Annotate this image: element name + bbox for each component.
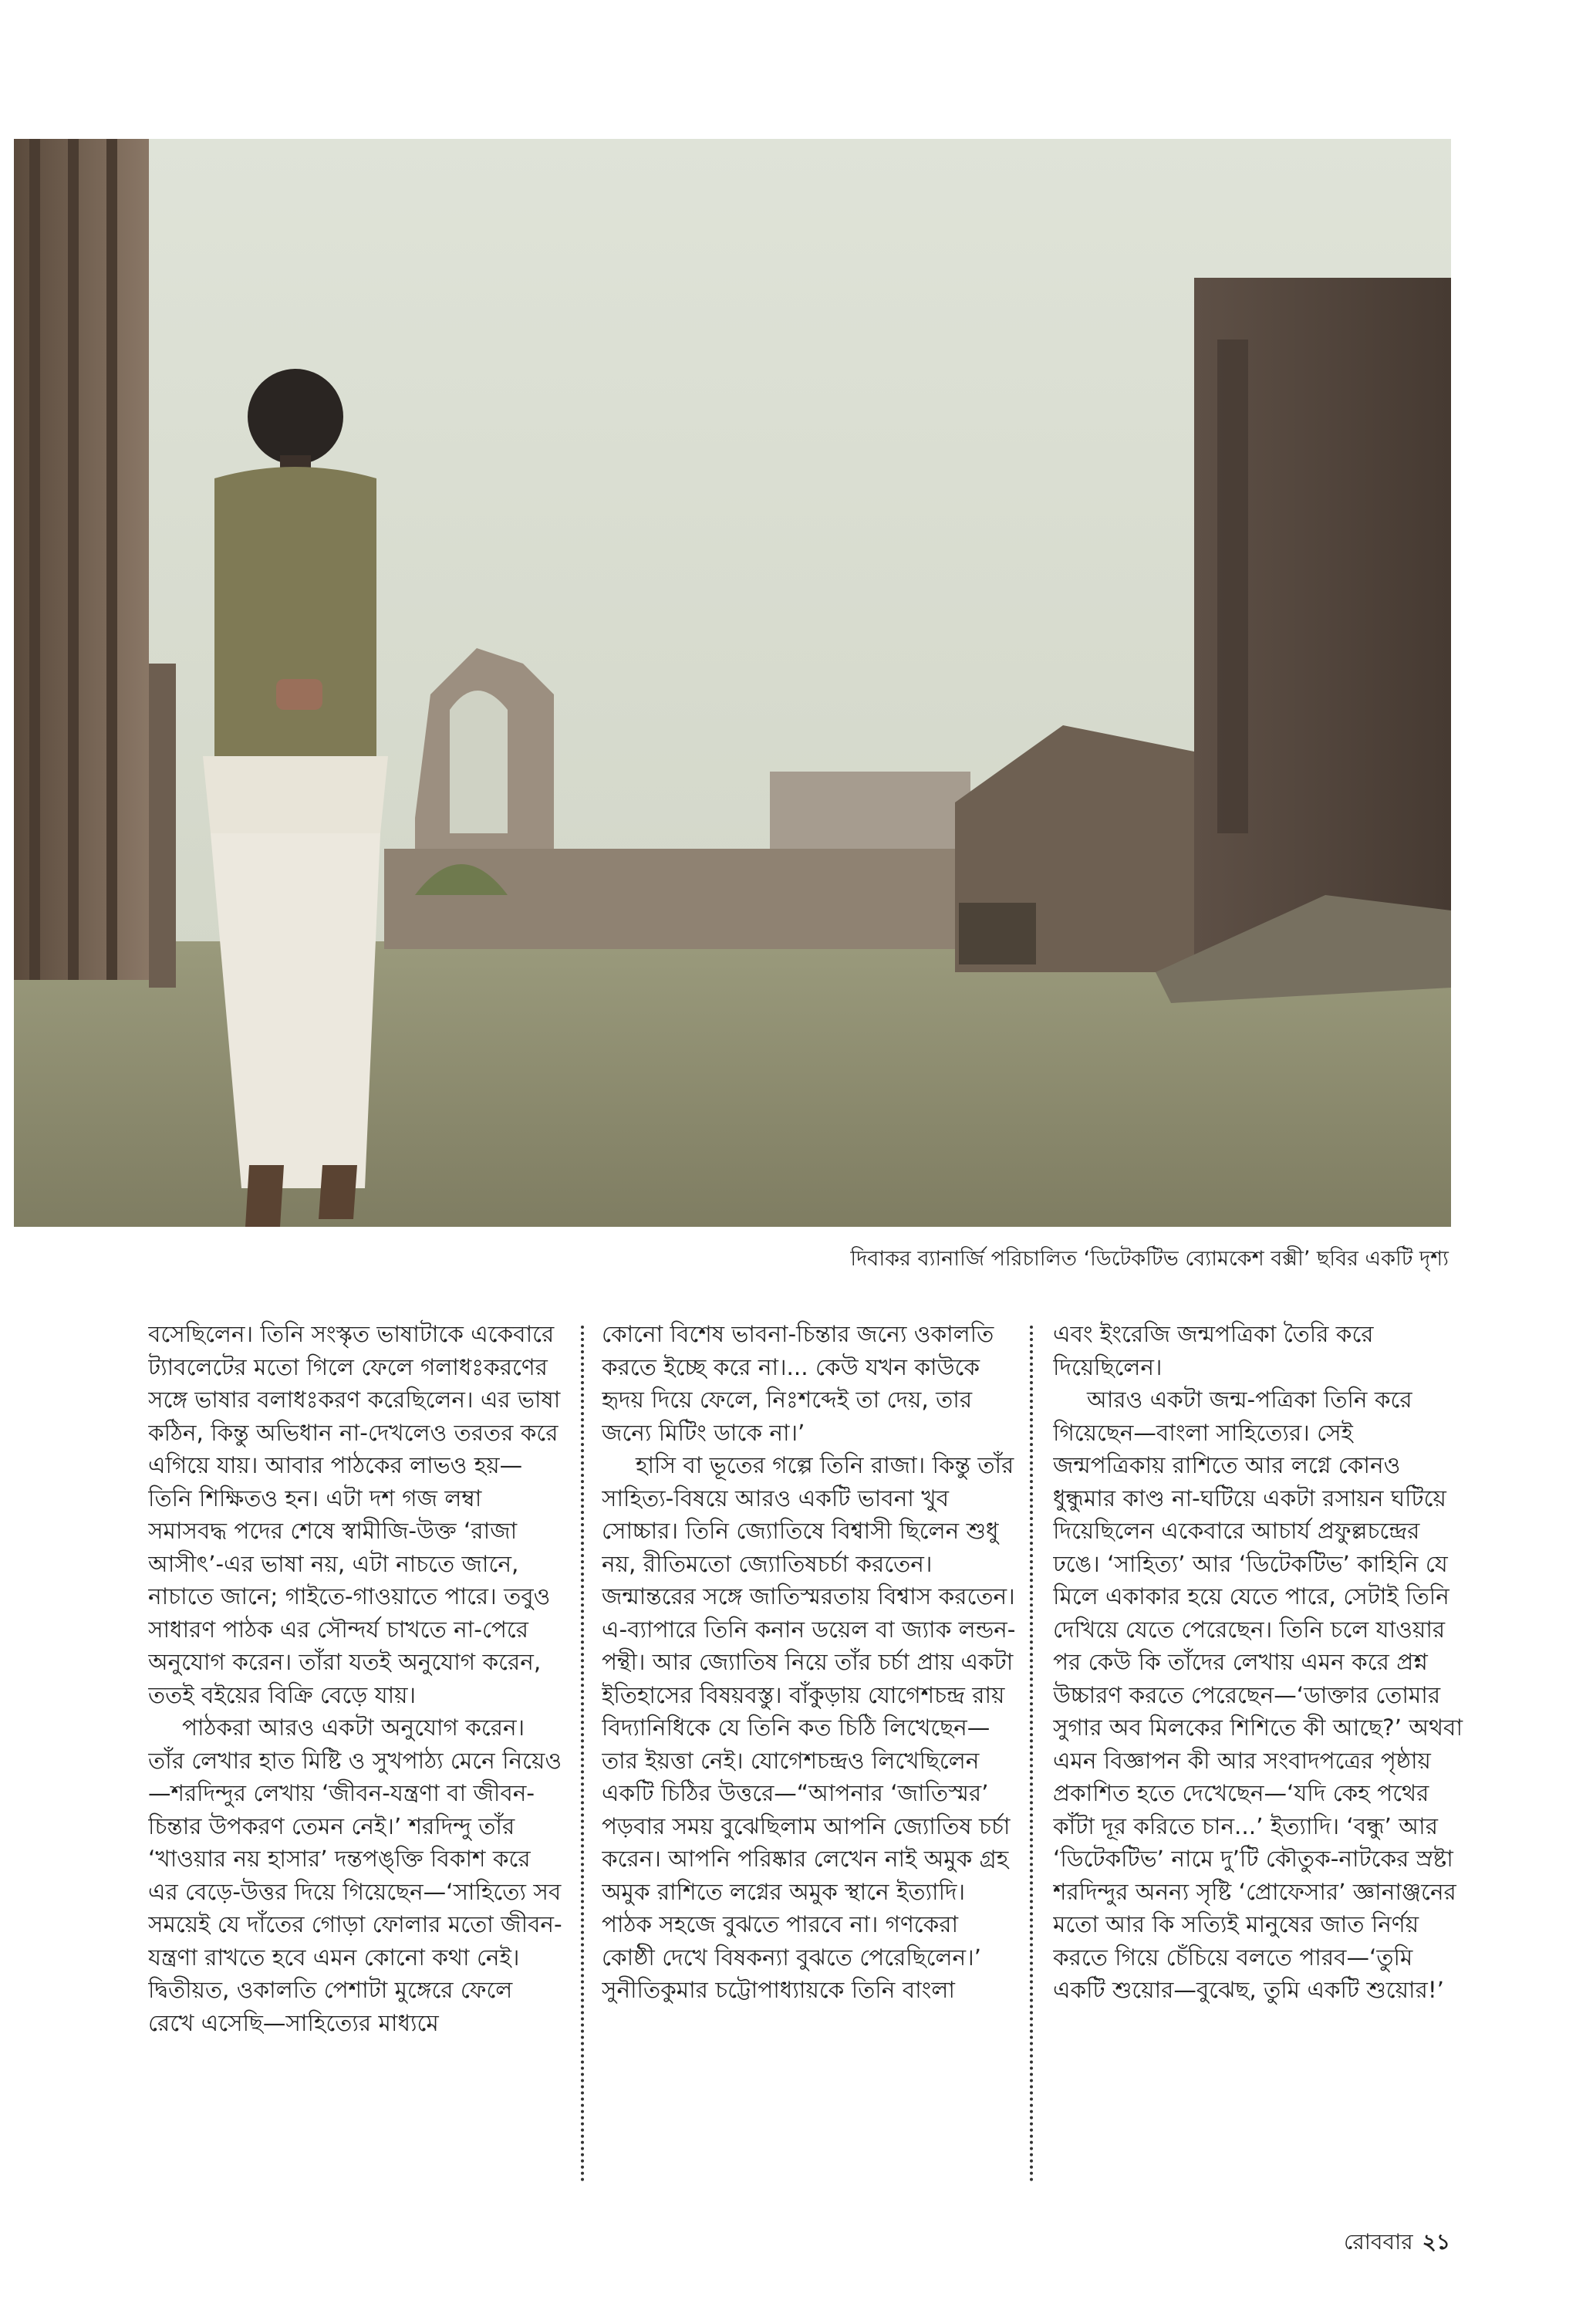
article-paragraph: বসেছিলেন। তিনি সংস্কৃত ভাষাটাকে একেবারে ট্যাবলেটের মতো গিলে ফেলে গলাধঃকরণের সঙ্গে ভাষার বলাধঃকরণ করেছিলেন। এর ভাষা কঠিন, কিন্তু অভিধান না-দেখলেও তরতর করে এগিয়ে যায়। আবার পাঠকের লাভও হয়—তিনি শিক্ষিতও হন। এটা দশ গজ লম্বা সমাসবদ্ধ পদের শেষে স্বামীজি-উক্ত ‘রাজা আসীৎ’-এর ভাষা নয়, এটা নাচতে জানে, নাচাতে জানে; গাইতে-গাওয়াতে পারে। তবুও সাধারণ পাঠক এর সৌন্দর্য চাখতে না-পেরে অনুযোগ করেন। তাঁরা যতই অনুযোগ করেন, ততই বইয়ের বিক্রি বেড়ে যায়।	[148, 1321, 561, 1708]
article-paragraph: আরও একটা জন্ম-পত্রিকা তিনি করে গিয়েছেন—বাংলা সাহিত্যের। সেই জন্মপত্রিকায় রাশিতে আর লগ্নে কোনও ধুন্ধুমার কাণ্ড না-ঘটিয়ে একটা রসায়ন ঘটিয়ে দিয়েছিলেন একেবারে আচার্য প্রফুল্লচন্দ্রের ঢঙে। ‘সাহিত্য’ আর ‘ডিটেকটিভ’ কাহিনি যে মিলে একাকার হয়ে যেতে পারে, সেটাই তিনি দেখিয়ে যেতে পেরেছেন। তিনি চলে যাওয়ার পর কেউ কি তাঁদের লেখায় এমন করে প্রশ্ন উচ্চারণ করতে পেরেছেন—‘ডাক্তার তোমার সুগার অব মিলকের শিশিতে কী আছে?’ অথবা এমন বিজ্ঞাপন কী আর সংবাদপত্রের পৃষ্ঠায় প্রকাশিত হতে দেখেছেন—‘যদি কেহ পথের কাঁটা দূর করিতে চান...’ ইত্যাদি। ‘বন্ধু’ আর ‘ডিটেকটিভ’ নামে দু’টি কৌতুক-নাটকের স্রষ্টা শরদিন্দুর অনন্য সৃষ্টি ‘প্রোফেসার’ জ্ঞানাঞ্জনের মতো আর কি সত্যিই মানুষের জাত নির্ণয় করতে গিয়ে চেঁচিয়ে বলতে পারব—‘তুমি একটি শুয়োর—বুঝেছ, তুমি একটি শুয়োর!’	[1053, 1387, 1463, 2003]
article-paragraph: হাসি বা ভূতের গল্পে তিনি রাজা। কিন্তু তাঁর সাহিত্য-বিষয়ে আরও একটি ভাবনা খুব সোচ্চার। তিনি জ্যোতিষে বিশ্বাসী ছিলেন শুধু নয়, রীতিমতো জ্যোতিষচর্চা করতেন। জন্মান্তরের সঙ্গে জাতিস্মরতায় বিশ্বাস করতেন। এ-ব্যাপারে তিনি কনান ডয়েল বা জ্যাক লন্ডন-পন্থী। আর জ্যোতিষ নিয়ে তাঁর চর্চা প্রায় একটা ইতিহাসের বিষয়বস্তু। বাঁকুড়ায় যোগেশচন্দ্র রায় বিদ্যানিধিকে যে তিনি কত চিঠি লিখেছেন—তার ইয়ত্তা নেই। যোগেশচন্দ্রও লিখেছিলেন একটি চিঠির উত্তরে—“আপনার ‘জাতিস্মর’ পড়বার সময় বুঝেছিলাম আপনি জ্যোতিষ চর্চা করেন। আপনি পরিষ্কার লেখেন নাই অমুক গ্রহ অমুক রাশিতে লগ্নের অমুক স্থানে ইত্যাদি। পাঠক সহজে বুঝতে পারবে না। গণকেরা কোষ্ঠী দেখে বিষকন্যা বুঝতে পেরেছিলেন।’ সুনীতিকুমার চট্টোপাধ্যায়কে তিনি বাংলা	[602, 1452, 1016, 2003]
article-column-2	[602, 1318, 1018, 2197]
film-still-image	[14, 139, 1451, 1227]
column-divider	[1030, 1326, 1033, 2182]
article-column-3	[1053, 1318, 1470, 2197]
article-paragraph: পাঠকরা আরও একটা অনুযোগ করেন। তাঁর লেখার হাত মিষ্টি ও সুখপাঠ্য মেনে নিয়েও—শরদিন্দুর লেখায় ‘জীবন-যন্ত্রণা বা জীবন-চিন্তার উপকরণ তেমন নেই।’ শরদিন্দু তাঁর ‘খাওয়ার নয় হাসার’ দন্তপঙ্‌ক্তি বিকাশ করে এর বেড়ে-উত্তর দিয়ে গিয়েছেন—‘সাহিত্যে সব সময়েই যে দাঁতের গোড়া ফোলার মতো জীবন-যন্ত্রণা রাখতে হবে এমন কোনো কথা নেই। দ্বিতীয়ত, ওকালতি পেশাটা মুঙ্গেরে ফেলে রেখে এসেছি—সাহিত্যের মাধ্যমে	[148, 1714, 562, 2036]
page-number: ২১	[1422, 2229, 1450, 2255]
article-paragraph: এবং ইংরেজি জন্মপত্রিকা তৈরি করে দিয়েছিলেন।	[1053, 1321, 1374, 1380]
article-column-1	[148, 1318, 565, 2197]
photo-caption: দিবাকর ব্যানার্জি পরিচালিত ‘ডিটেকটিভ ব্যোমকেশ বক্সী’ ছবির একটি দৃশ্য	[850, 1247, 1449, 1271]
page-footer	[1344, 2231, 1450, 2253]
article-photo	[14, 139, 1451, 1227]
article-paragraph: কোনো বিশেষ ভাবনা-চিন্তার জন্যে ওকালতি করতে ইচ্ছে করে না।... কেউ যখন কাউকে হৃদয় দিয়ে ফেলে, নিঃশব্দেই তা দেয়, তার জন্যে মিটিং ডাকে না।’	[602, 1321, 994, 1446]
column-divider	[581, 1326, 584, 2182]
magazine-name: রোববার	[1344, 2229, 1413, 2255]
